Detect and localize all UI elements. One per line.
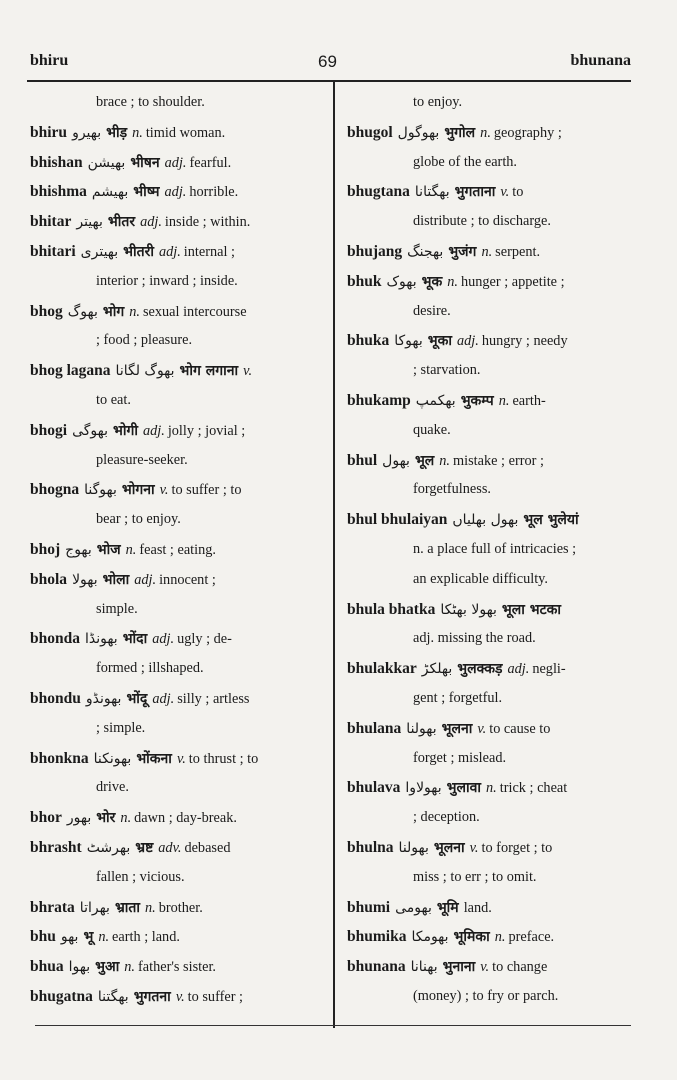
urdu-script: بھنانا (410, 959, 438, 976)
entry-continuation (30, 88, 320, 118)
column-divider (333, 82, 335, 1028)
definition-text: brother. (158, 899, 203, 916)
dictionary-entry (347, 595, 637, 625)
definition-text: sexual intercourse (142, 303, 247, 320)
definition-text: adj. missing the road. (413, 630, 536, 647)
hindi-script: भोग लगाना (179, 363, 239, 380)
part-of-speech: v. (500, 184, 510, 201)
urdu-script: بھلکڑ (421, 661, 453, 678)
headword: bhugtana (347, 183, 410, 201)
dictionary-entry (347, 952, 637, 982)
dictionary-entry (347, 386, 637, 416)
hindi-script: भीष्म (133, 184, 160, 201)
definition-text: ; deception. (413, 809, 480, 826)
headword: bhor (30, 809, 62, 827)
entry-continuation (347, 207, 637, 237)
definition-text: fearful. (189, 154, 232, 171)
headword: bhula bhatka (347, 600, 436, 618)
definition-text: feast ; eating. (139, 541, 216, 558)
part-of-speech: n. (439, 452, 451, 469)
headword: bhua (30, 958, 64, 976)
dictionary-entry (30, 982, 320, 1012)
hindi-script: भूका (427, 333, 452, 350)
headword: bhulna (347, 838, 394, 856)
definition-text: hunger ; appetite ; (460, 273, 565, 290)
dictionary-entry (30, 356, 320, 386)
hindi-script: भोर (96, 810, 116, 827)
dictionary-entry (30, 207, 320, 237)
headword: bhondu (30, 689, 81, 707)
dictionary-entry (30, 416, 320, 446)
headword: bhogi (30, 421, 68, 439)
headword: bhoj (30, 540, 61, 558)
part-of-speech: n. (498, 392, 510, 409)
definition-text: ; food ; pleasure. (96, 332, 193, 349)
headword: bhulava (347, 779, 401, 797)
part-of-speech: n. (124, 959, 135, 976)
entry-continuation (347, 416, 637, 446)
definition-text: forgetfulness. (413, 481, 491, 498)
headword: bhu (30, 928, 56, 946)
part-of-speech: n. (145, 899, 156, 916)
headword: bhonda (30, 630, 80, 648)
definition-text: earth ; land. (112, 929, 180, 946)
headword: bhunana (347, 958, 406, 976)
hindi-script: भुआ (95, 959, 120, 976)
urdu-script: بھو (60, 929, 79, 946)
hindi-script: भोला (102, 571, 130, 588)
entry-continuation (30, 773, 320, 803)
entry-continuation (347, 863, 637, 893)
headword: bhog lagana (30, 362, 111, 380)
urdu-script: بھوگ لگانا (115, 363, 175, 380)
dictionary-entry (347, 118, 637, 148)
definition-text: trick ; cheat (499, 780, 568, 797)
headword: bhujang (347, 242, 403, 260)
definition-text: serpent. (495, 243, 541, 260)
headword: bhitar (30, 213, 72, 231)
entry-continuation (347, 624, 637, 654)
definition-text: brace ; to shoulder. (96, 94, 205, 110)
part-of-speech: adj. (158, 243, 181, 260)
part-of-speech: n. (125, 541, 137, 558)
urdu-script: بھراتا (79, 899, 110, 916)
dictionary-entry (30, 952, 320, 982)
hindi-script: भोंकना (136, 750, 172, 767)
hindi-script: भूल (414, 452, 435, 469)
hindi-script: भीतरी (123, 243, 154, 260)
definition-text: geography ; (493, 124, 562, 141)
part-of-speech: v. (243, 363, 253, 380)
entry-continuation (30, 654, 320, 684)
part-of-speech: adj. (134, 571, 157, 588)
definition-text: earth- (512, 392, 546, 409)
urdu-script: بھیشن (87, 154, 126, 171)
urdu-script: بھوگ (67, 303, 98, 320)
urdu-script: بھوگول (397, 124, 440, 141)
dictionary-entry (30, 535, 320, 565)
part-of-speech: v. (175, 988, 185, 1005)
urdu-script: بھرشٹ (86, 839, 131, 856)
dictionary-entry (30, 565, 320, 595)
urdu-script: بھیرو (72, 124, 102, 141)
headword: bhrasht (30, 838, 82, 856)
dictionary-entry (347, 714, 637, 744)
headword: bhitari (30, 242, 76, 260)
definition-text: to suffer ; to (171, 482, 242, 499)
dictionary-entry (30, 833, 320, 863)
urdu-script: بھجنگ (407, 243, 444, 260)
headword: bhuk (347, 272, 382, 290)
part-of-speech: v. (176, 750, 186, 767)
urdu-script: بھومی (395, 899, 432, 916)
definition-text: globe of the earth. (413, 153, 518, 170)
hindi-script: भ्राता (114, 899, 141, 916)
dictionary-entry (30, 684, 320, 714)
headword: bhul bhulaiyan (347, 511, 448, 529)
hindi-script: भूमिका (453, 929, 490, 946)
definition-text: timid woman. (145, 124, 226, 141)
headword: bhul (347, 451, 378, 469)
dictionary-entry (30, 803, 320, 833)
urdu-script: بھولنا (398, 839, 429, 856)
dictionary-entry (30, 297, 320, 327)
hindi-script: भीषन (130, 154, 160, 171)
hindi-script: भूलना (433, 839, 465, 856)
dictionary-entry (347, 446, 637, 476)
headword: bhugol (347, 123, 393, 141)
part-of-speech: n. (132, 124, 143, 141)
urdu-script: بھگتانا (414, 184, 450, 201)
definition-text: to thrust ; to (188, 750, 259, 767)
definition-text: jolly ; jovial ; (167, 422, 246, 439)
entry-continuation (30, 267, 320, 297)
part-of-speech: adj. (152, 690, 175, 707)
part-of-speech: v. (159, 482, 169, 499)
definition-text: to suffer ; (187, 988, 243, 1005)
definition-text: ; starvation. (413, 362, 481, 379)
headword: bhumika (347, 928, 407, 946)
entry-continuation (30, 714, 320, 744)
headword: bhulana (347, 719, 402, 737)
urdu-script: بھیتری (80, 243, 119, 260)
dictionary-entry (347, 505, 637, 535)
part-of-speech: adj. (456, 333, 479, 350)
left-column (30, 88, 320, 1012)
dictionary-entry (347, 773, 637, 803)
dictionary-entry (347, 893, 637, 923)
headword: bhola (30, 570, 68, 588)
right-column (347, 88, 637, 1012)
part-of-speech: n. (120, 810, 132, 827)
hindi-script: भूक (421, 273, 443, 290)
urdu-script: بھول (382, 452, 410, 469)
dictionary-entry (30, 744, 320, 774)
urdu-script: بھوا (68, 959, 91, 976)
page-number: 69 (318, 52, 337, 71)
part-of-speech: adj. (152, 631, 175, 648)
hindi-script: भूमि (436, 899, 459, 916)
definition-text: mistake ; error ; (453, 452, 544, 469)
urdu-script: بھولا بھٹکا (440, 601, 497, 618)
definition-text: to change (492, 959, 548, 976)
part-of-speech: v. (469, 839, 479, 856)
hindi-script: भुगोल (444, 124, 476, 141)
part-of-speech: adj. (142, 422, 165, 439)
entry-continuation (30, 505, 320, 535)
urdu-script: بھولنا (406, 720, 437, 737)
part-of-speech: n. (494, 929, 506, 946)
hindi-script: भोज (96, 541, 121, 558)
definition-text: gent ; forgetful. (413, 689, 503, 706)
footer-rule (35, 1025, 631, 1026)
hindi-script: भुलावा (446, 780, 482, 797)
hindi-script: भूल भुलेयां (523, 512, 579, 529)
hindi-script: भुकम्प (460, 392, 494, 409)
headword: bhonkna (30, 749, 89, 767)
entry-continuation (347, 982, 637, 1012)
part-of-speech: adj. (140, 214, 162, 231)
entry-continuation (347, 684, 637, 714)
definition-text: land. (463, 899, 492, 916)
part-of-speech: n. (447, 273, 458, 290)
definition-text: negli- (532, 661, 566, 678)
dictionary-entry (30, 237, 320, 267)
headword: bhulakkar (347, 660, 417, 678)
definition-text: bear ; to enjoy. (96, 511, 181, 528)
hindi-script: भीड़ (106, 124, 128, 141)
headword: bhugatna (30, 987, 93, 1005)
entry-continuation (30, 595, 320, 625)
part-of-speech: n. (480, 124, 491, 141)
entry-continuation (347, 803, 637, 833)
urdu-script: بھوج (65, 541, 92, 558)
dictionary-entry (30, 922, 320, 952)
part-of-speech: v. (480, 959, 490, 976)
definition-text: to eat. (96, 391, 131, 408)
headword: bhishan (30, 153, 83, 171)
dictionary-entry (30, 118, 320, 148)
headword: bhogna (30, 481, 80, 499)
dictionary-entry (347, 326, 637, 356)
dictionary-entry (347, 237, 637, 267)
headword: bhrata (30, 898, 75, 916)
hindi-script: भुजंग (448, 243, 477, 260)
definition-text: desire. (413, 302, 451, 319)
entry-continuation (30, 386, 320, 416)
part-of-speech: v. (477, 720, 487, 737)
definition-text: hungry ; needy (481, 333, 568, 350)
entry-continuation (347, 565, 637, 595)
part-of-speech: n. (129, 303, 140, 320)
hindi-script: भूला भटका (501, 601, 562, 618)
definition-text: distribute ; to discharge. (413, 213, 551, 230)
entry-continuation (30, 863, 320, 893)
urdu-script: بھولا (72, 571, 98, 588)
definition-text: forget ; mislead. (413, 749, 507, 766)
definition-text: debased (184, 839, 231, 856)
part-of-speech: n. (486, 780, 497, 797)
definition-text: fallen ; vicious. (96, 868, 185, 885)
headword: bhishma (30, 183, 87, 201)
dictionary-entry (347, 267, 637, 297)
dictionary-entry (30, 893, 320, 923)
hindi-script: भुगताना (454, 184, 496, 201)
entry-continuation (347, 744, 637, 774)
urdu-script: بھوگی (72, 422, 108, 439)
entry-continuation (30, 326, 320, 356)
dictionary-entry (30, 177, 320, 207)
definition-text: an explicable difficulty. (413, 570, 548, 587)
definition-text: interior ; inward ; inside. (96, 272, 238, 289)
urdu-script: بھوگنا (84, 482, 117, 499)
definition-text: father's sister. (138, 959, 217, 976)
dictionary-entry (30, 624, 320, 654)
entry-continuation (347, 88, 637, 118)
definition-text: dawn ; day-break. (134, 810, 237, 827)
urdu-script: بھوک (386, 273, 417, 290)
entry-continuation (347, 148, 637, 178)
urdu-script: بھونڈو (85, 690, 122, 707)
part-of-speech: adj. (164, 184, 187, 201)
headword: bhumi (347, 898, 391, 916)
dictionary-entry (30, 148, 320, 178)
definition-text: pleasure-seeker. (96, 451, 188, 468)
part-of-speech: n. (481, 243, 493, 260)
hindi-script: भूलना (441, 720, 473, 737)
dictionary-entry (347, 922, 637, 952)
part-of-speech: adv. (158, 839, 182, 856)
urdu-script: بھیتر (76, 214, 103, 231)
header-rule (27, 80, 631, 82)
definition-text: quake. (413, 421, 451, 438)
dictionary-entry (347, 177, 637, 207)
definition-text: (money) ; to fry or parch. (413, 987, 559, 1004)
urdu-script: بھونکنا (93, 750, 132, 767)
entry-continuation (347, 297, 637, 327)
headword: bhog (30, 302, 63, 320)
definition-text: preface. (508, 929, 555, 946)
guide-word-left: bhiru (30, 52, 69, 69)
part-of-speech: adj. (507, 661, 530, 678)
urdu-script: بھوکا (394, 333, 423, 350)
urdu-script: بھکمپ (415, 392, 456, 409)
entry-continuation (30, 446, 320, 476)
urdu-script: بھومکا (411, 929, 449, 946)
definition-text: miss ; to err ; to omit. (413, 868, 537, 885)
entry-continuation (347, 475, 637, 505)
dictionary-entry (30, 475, 320, 505)
hindi-script: भोग (102, 303, 125, 320)
definition-text: innocent ; (159, 571, 216, 588)
hindi-script: भोंदू (126, 690, 148, 707)
hindi-script: भू (83, 929, 94, 946)
definition-text: to forget ; to (481, 839, 553, 856)
hindi-script: भोगी (112, 422, 138, 439)
urdu-script: بھیشم (91, 184, 129, 201)
dictionary-entry (347, 833, 637, 863)
hindi-script: भीतर (107, 214, 136, 231)
headword: bhuka (347, 332, 390, 350)
urdu-script: بھگتنا (97, 988, 129, 1005)
dictionary-entry (347, 654, 637, 684)
definition-text: ugly ; de- (177, 631, 232, 648)
urdu-script: بھور (66, 810, 92, 827)
definition-text: formed ; illshaped. (96, 660, 204, 677)
part-of-speech: adj. (164, 154, 187, 171)
entry-continuation (347, 535, 637, 565)
entry-continuation (347, 356, 637, 386)
definition-text: drive. (96, 779, 129, 796)
definition-text: internal ; (183, 243, 236, 260)
hindi-script: भ्रष्ट (135, 839, 154, 856)
definition-text: simple. (96, 600, 138, 617)
hindi-script: भोंदा (122, 631, 148, 648)
headword: bhiru (30, 123, 68, 141)
urdu-script: بھونڈا (84, 631, 118, 648)
part-of-speech: n. (98, 929, 110, 946)
hindi-script: भुलक्कड़ (457, 661, 503, 678)
hindi-script: भुनाना (442, 959, 476, 976)
definition-text: silly ; artless (177, 690, 250, 707)
definition-text: to (512, 184, 524, 201)
hindi-script: भोगना (121, 482, 155, 499)
definition-text: n. a place full of intricacies ; (413, 540, 577, 557)
definition-text: horrible. (189, 184, 239, 201)
definition-text: ; simple. (96, 719, 146, 736)
headword: bhukamp (347, 391, 411, 409)
urdu-script: بھولاوا (405, 780, 442, 797)
definition-text: to enjoy. (413, 94, 463, 110)
definition-text: to cause to (489, 720, 551, 737)
hindi-script: भुगतना (133, 988, 171, 1005)
guide-word-right: bhunana (570, 52, 631, 69)
definition-text: inside ; within. (164, 214, 251, 231)
urdu-script: بھول بھلیاں (452, 512, 519, 529)
